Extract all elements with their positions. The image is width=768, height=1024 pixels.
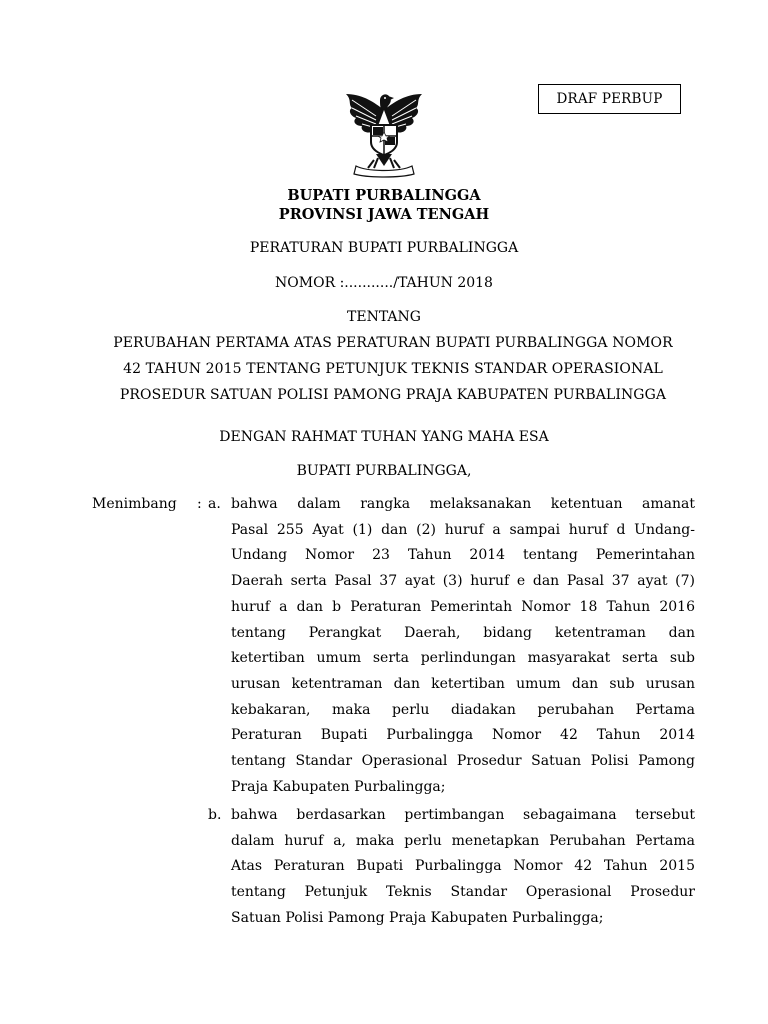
text-line: tentang Petunjuk Teknis Standar Operasional Prosedur — [231, 884, 695, 901]
item-marker-b: b. — [208, 807, 222, 823]
text-line: ketertiban umum serta perlindungan masyarakat serta sub — [231, 650, 695, 667]
text-line: Atas Peraturan Bupati Purbalingga Nomor 42 Tahun 2015 — [231, 858, 695, 875]
garuda-emblem-icon — [338, 80, 430, 180]
regulation-title-line-2: 42 TAHUN 2015 TENTANG PETUNJUK TEKNIS STANDAR OPERASIONAL — [123, 361, 663, 377]
text-line: tentang Perangkat Daerah, bidang ketentraman dan — [231, 624, 695, 641]
regulation-type: PERATURAN BUPATI PURBALINGGA — [249, 240, 519, 256]
item-text-b — [231, 803, 695, 932]
text-line: Satuan Polisi Pamong Praja Kabupaten Purbalingga; — [231, 909, 604, 926]
text-line: Peraturan Bupati Purbalingga Nomor 42 Tahun 2014 — [231, 727, 695, 744]
preamble-invocation: DENGAN RAHMAT TUHAN YANG MAHA ESA — [219, 429, 549, 445]
header-line-2: PROVINSI JAWA TENGAH — [278, 206, 490, 223]
text-line: Daerah serta Pasal 37 ayat (3) huruf e dan Pasal 37 ayat (7) — [231, 573, 695, 590]
text-line: urusan ketentraman dan ketertiban umum dan sub urusan — [231, 675, 695, 692]
text-line: Praja Kabupaten Purbalingga; — [231, 778, 446, 795]
text-line: bahwa dalam rangka melaksanakan ketentuan amanat — [231, 496, 695, 512]
item-marker-a: a. — [208, 496, 221, 512]
text-line: tentang Standar Operasional Prosedur Satuan Polisi Pamong — [231, 753, 695, 770]
regulation-title-line-1: PERUBAHAN PERTAMA ATAS PERATURAN BUPATI PURBALINGGA NOMOR — [113, 335, 673, 351]
text-line: Pasal 255 Ayat (1) dan (2) huruf a sampai huruf d Undang- — [231, 521, 695, 538]
text-line: kebakaran, maka perlu diadakan perubahan Pertama — [231, 701, 695, 718]
item-text-a — [231, 492, 695, 800]
draft-label-box: DRAF PERBUP — [538, 84, 681, 114]
header-line-1: BUPATI PURBALINGGA — [287, 187, 481, 204]
preamble-issuer: BUPATI PURBALINGGA, — [296, 463, 472, 479]
text-line: bahwa berdasarkan pertimbangan sebagaimana tersebut — [231, 807, 695, 823]
regulation-about: TENTANG — [347, 309, 421, 325]
menimbang-colon: : — [197, 496, 202, 512]
regulation-number: NOMOR :.........../TAHUN 2018 — [275, 275, 493, 291]
menimbang-label: Menimbang — [92, 496, 177, 512]
text-line: huruf a dan b Peraturan Pemerintah Nomor 18 Tahun 2016 — [231, 598, 695, 615]
regulation-title-line-3: PROSEDUR SATUAN POLISI PAMONG PRAJA KABUPATEN PURBALINGGA — [119, 387, 667, 403]
text-line: Undang Nomor 23 Tahun 2014 tentang Pemerintahan — [231, 547, 695, 564]
text-line: dalam huruf a, maka perlu menetapkan Perubahan Pertama — [231, 832, 695, 849]
